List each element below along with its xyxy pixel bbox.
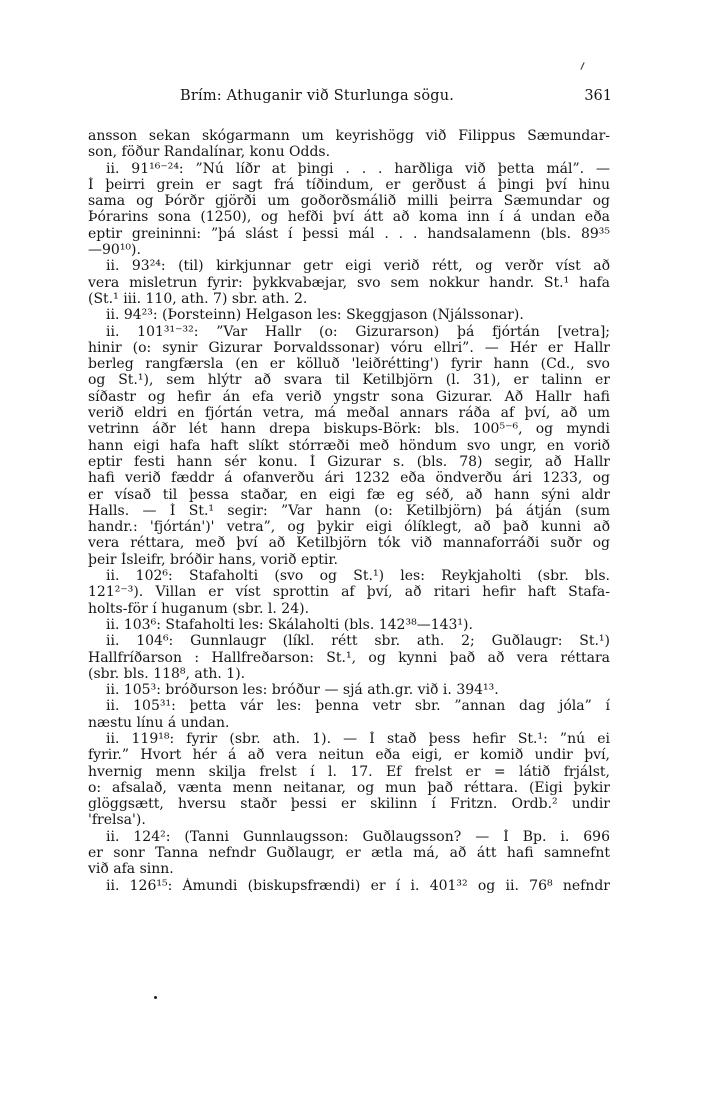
- body-text: [88, 128, 610, 958]
- text-line: ii. 104⁶: Gunnlaugr (líkl. rétt sbr. ath. 2; Guðlaugr: St.¹): [106, 633, 610, 650]
- text-line: Hallfríðarson : Hallfreðarson: St.¹, og kynni það að vera réttara: [88, 649, 610, 666]
- text-line: (St.¹ iii. 110, ath. 7) sbr. ath. 2.: [88, 290, 308, 307]
- text-line: o: afsalað, vænta menn neitanar, og mun það réttara. (Eigi þykir: [88, 779, 610, 796]
- text-line: —90¹⁰).: [88, 242, 141, 259]
- text-line: ii. 105³: bróðurson les: bróður — sjá ath.gr. við i. 394¹³.: [106, 682, 499, 699]
- text-line: næstu línu á undan.: [88, 714, 230, 731]
- text-line: ii. 103⁶: Stafaholti les: Skálaholti (bls. 142³⁸—143¹).: [106, 616, 473, 633]
- text-line: er sonr Tanna nefndr Guðlaugr, er ætla má, að átt hafi samnefnt: [88, 845, 610, 862]
- text-line: Í þeirri grein er sagt frá tíðindum, er gerðust á þingi því hinu: [88, 176, 610, 193]
- text-line: ii. 93²⁴: (til) kirkjunnar getr eigi verið rétt, og verðr víst að: [106, 258, 610, 275]
- text-line: vera misletrun fyrir: þykkvabæjar, svo sem nokkur handr. St.¹ hafa: [88, 274, 610, 291]
- text-line: glöggsætt, hversu staðr þessi er skilinn í Fritzn. Ordb.² undir: [88, 796, 610, 813]
- text-line: hafi verið fæddr á ofanverðu ári 1232 eða öndverðu ári 1233, og: [88, 470, 610, 487]
- text-line: þeir Ísleifr, bróðir hans, vorið eptir.: [88, 551, 338, 568]
- text-line: Halls. — Í St.¹ segir: ”Var hann (o: Ketilbjörn) þá átján (sum: [88, 502, 610, 519]
- text-line: berleg rangfærsla (en er kölluð 'leiðrétting') fyrir hann (Cd., svo: [88, 356, 610, 373]
- text-line: ansson sekan skógarmann um keyrishögg við Filippus Sæmundar-: [88, 128, 610, 144]
- margin-mark: [580, 62, 584, 70]
- text-line: ii. 126¹⁵: Ámundi (biskupsfrændi) er í i. 401³² og ii. 76⁸ nefndr: [106, 877, 610, 894]
- text-line: verið eldri en fjórtán vetra, má meðal annars ráða af því, að um: [88, 405, 610, 422]
- text-line: handr.: 'fjórtán')' vetra”, og þykir eigi ólíklegt, að það kunni að: [88, 519, 610, 536]
- text-line: ii. 91¹⁶⁻²⁴: ”Nú líðr at þingi . . . harðliga við þetta mál”. —: [106, 160, 610, 177]
- text-line: ii. 102⁶: Stafaholti (svo og St.¹) les: Reykjaholti (sbr. bls.: [106, 568, 610, 585]
- text-line: sama og Þórðr gjörði um goðorðsmálið milli þeirra Sæmundar og: [88, 193, 610, 210]
- text-line: fyrir.” Hvort hér á að vera neitun eða eigi, er komið undir því,: [88, 747, 610, 764]
- text-line: vera réttara, með því að Ketilbjörn tók við mannaforráði suðr og: [88, 535, 610, 552]
- text-line: ii. 94²³: (Þorsteinn) Helgason les: Skeggjason (Njálssonar).: [106, 307, 524, 324]
- text-line: 'frelsa').: [88, 812, 146, 829]
- text-line: síðastr og hefir án efa verið yngstr sona Gizurar. Að Hallr hafi: [88, 388, 610, 405]
- text-line: hann eigi hafa haft slíkt stórræði með höndum svo ungr, en vorið: [88, 437, 610, 454]
- text-line: hvernig menn skilja frelst í l. 17. Ef frelst er = látið frjálst,: [88, 763, 610, 780]
- text-line: ii. 105³¹: þetta vár les: þenna vetr sbr. ”annan dag jóla” í: [106, 698, 610, 715]
- text-line: og St.¹), sem hlýtr að svara til Ketilbjörn (l. 31), er talinn er: [88, 372, 610, 389]
- text-line: við afa sinn.: [88, 861, 174, 878]
- text-line: hinir (o: synir Gizurar Þorvaldssonar) vóru ellri”. — Hér er Hallr: [88, 339, 610, 356]
- text-line: ii. 119¹⁸: fyrir (sbr. ath. 1). — Í stað þess hefir St.¹: ”nú ei: [106, 730, 610, 747]
- page-number: 361: [584, 88, 612, 104]
- text-line: vetrinn áðr lét hann drepa biskups-Börk: bls. 100⁵⁻⁶, og myndi: [88, 421, 610, 438]
- text-line: eptir greininni: ”þá slást í þessi mál . . . handsalamenn (bls. 89³⁵: [88, 225, 610, 242]
- text-line: ii. 124²: (Tanni Gunnlaugsson: Guðlaugsson? — Í Bp. i. 696: [106, 828, 610, 845]
- text-line: Þórarins sona (1250), og hefði því átt að koma inn í á undan eða: [88, 209, 610, 226]
- text-line: ii. 101³¹⁻³²: ”Var Hallr (o: Gizurarson) þá fjórtán [vetra];: [106, 323, 610, 340]
- stray-dot-mark: [154, 996, 157, 999]
- running-head: Brím: Athuganir við Sturlunga sögu.: [180, 88, 455, 104]
- text-line: eptir festi hann sér konu. Í Gizurar s. (bls. 78) segir, að Hallr: [88, 453, 610, 470]
- text-line: (sbr. bls. 118⁸, ath. 1).: [88, 665, 246, 682]
- text-line: holts-för í huganum (sbr. l. 24).: [88, 600, 310, 617]
- page-header: [88, 88, 612, 110]
- text-line: 121²⁻³). Villan er víst sprottin af því, að ritari hefir haft Stafa-: [88, 584, 610, 601]
- text-line: er vísað til þessa staðar, en eigi fæ eg séð, að hann sýni aldr: [88, 486, 610, 503]
- text-line: son, föður Randalínar, konu Odds.: [88, 144, 331, 161]
